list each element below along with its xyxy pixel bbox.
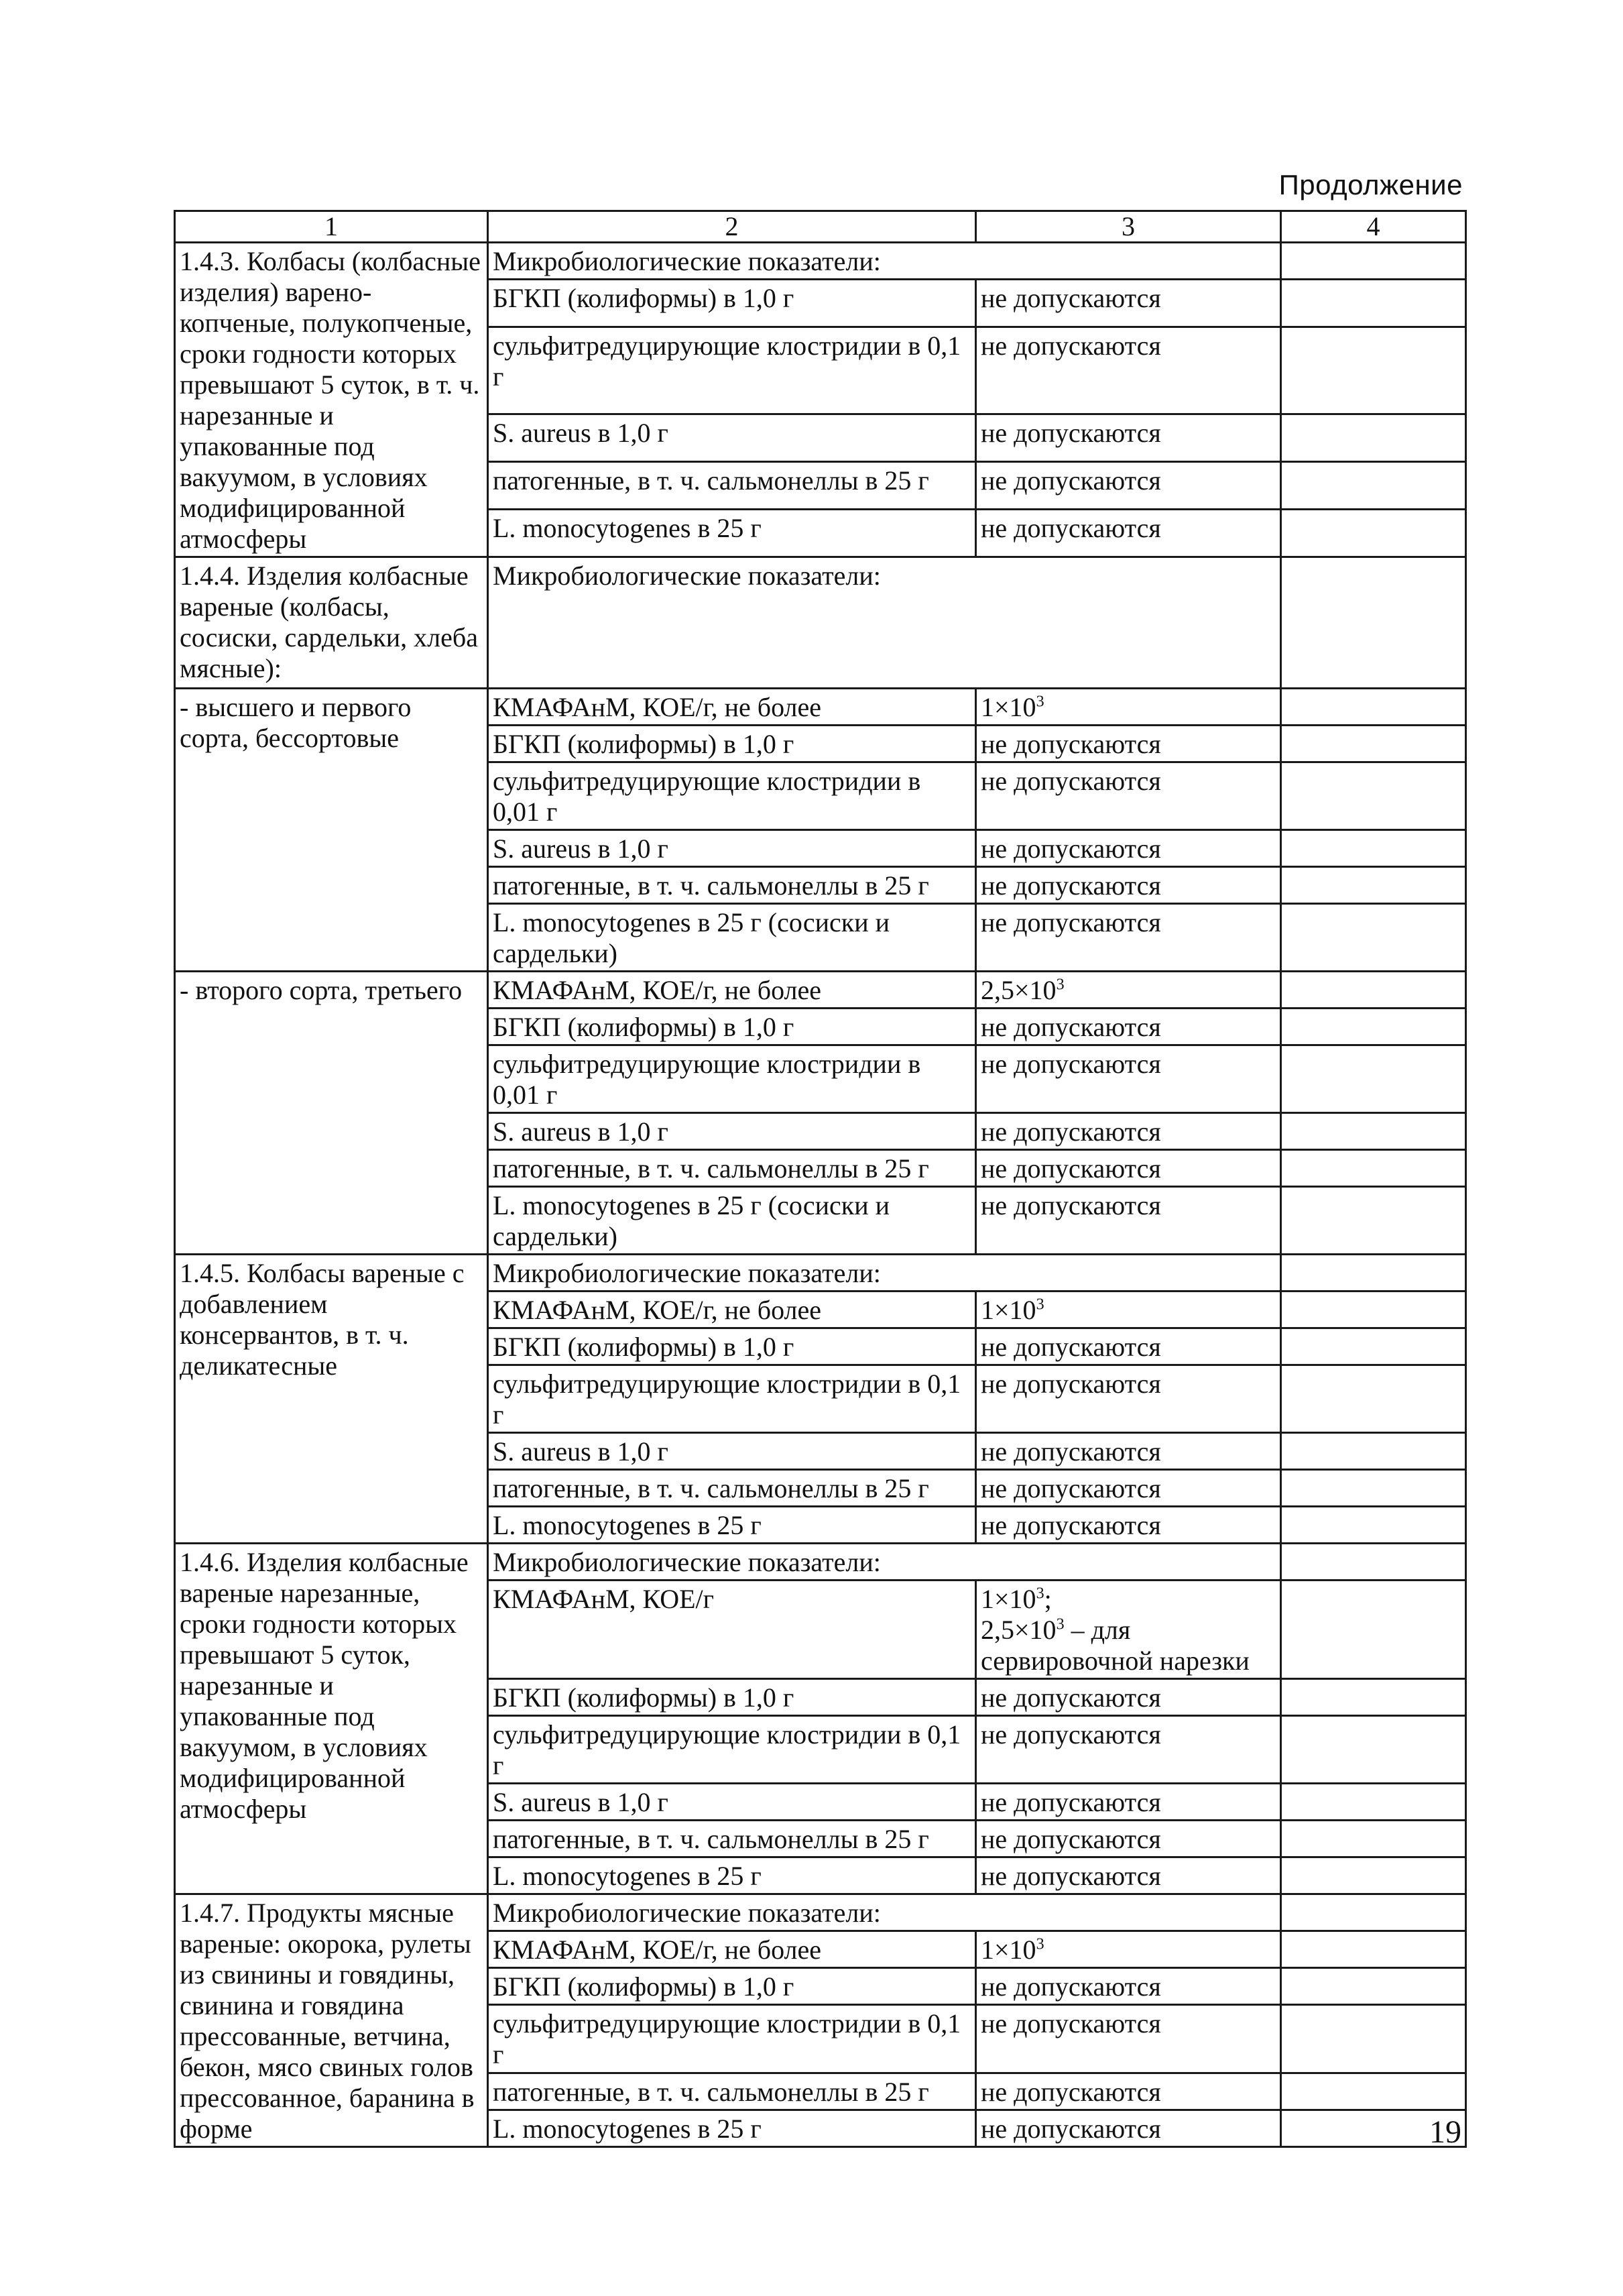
value-text: не допускаются (981, 1787, 1161, 1817)
indicator-row (175, 689, 1466, 726)
indicator-cell: L. monocytogenes в 25 г (сосиски и сардельки) (488, 1187, 976, 1255)
column-number-1: 1 (175, 211, 488, 243)
value-text: 2,5×10 (981, 975, 1057, 1005)
column-numbers-row (175, 211, 1466, 243)
notes-cell (1281, 1544, 1466, 1581)
value-cell (976, 1679, 1281, 1716)
notes-cell (1281, 1857, 1466, 1894)
value-cell (976, 1968, 1281, 2005)
value-cell (976, 2073, 1281, 2110)
value-text: не допускаются (981, 465, 1161, 496)
value-cell (976, 867, 1281, 904)
notes-cell (1281, 1931, 1466, 1968)
value-text: не допускаются (981, 907, 1161, 937)
indicator-cell: патогенные, в т. ч. сальмонеллы в 25 г (488, 867, 976, 904)
notes-cell (1281, 327, 1466, 414)
indicator-cell: патогенные, в т. ч. сальмонеллы в 25 г (488, 1470, 976, 1507)
section-header-row (175, 1255, 1466, 1292)
indicator-cell: S. aureus в 1,0 г (488, 414, 976, 462)
value-text: не допускаются (981, 2113, 1161, 2144)
value-cell (976, 1784, 1281, 1821)
indicator-cell: БГКП (колиформы) в 1,0 г (488, 1968, 976, 2005)
section-header-cell: Микробиологические показатели: (488, 1255, 1281, 1292)
value-tail-2: – для сервировочной нарезки (981, 1615, 1250, 1676)
value-exponent-2: 3 (1056, 1615, 1065, 1633)
value-cell (976, 830, 1281, 867)
value-cell (976, 1433, 1281, 1470)
section-header-row (175, 243, 1466, 280)
indicator-cell: сульфитредуцирующие клостридии в 0,1 г (488, 327, 976, 414)
value-cell (976, 1821, 1281, 1857)
value-cell (976, 414, 1281, 462)
value-text: не допускаются (981, 1824, 1161, 1854)
indicator-cell: БГКП (колиформы) в 1,0 г (488, 280, 976, 327)
microbiology-table (174, 210, 1467, 2148)
value-text: не допускаются (981, 1510, 1161, 1540)
value-cell (976, 327, 1281, 414)
indicator-cell: БГКП (колиформы) в 1,0 г (488, 1679, 976, 1716)
notes-cell (1281, 1150, 1466, 1187)
product-name-cell: - высшего и первого сорта, бессортовые (175, 689, 488, 972)
value-text: не допускаются (981, 1719, 1161, 1749)
value-text: не допускаются (981, 1332, 1161, 1362)
continuation-label: Продолжение (1278, 169, 1463, 200)
indicator-cell: сульфитредуцирующие клостридии в 0,01 г (488, 1045, 976, 1113)
value-cell (976, 510, 1281, 557)
section-header-row (175, 1894, 1466, 1931)
value-exponent: 3 (1036, 1296, 1044, 1314)
notes-cell (1281, 1292, 1466, 1328)
notes-cell (1281, 1507, 1466, 1544)
value-cell (976, 1931, 1281, 1968)
value-text: не допускаются (981, 283, 1161, 313)
value-text: не допускаются (981, 1153, 1161, 1184)
indicator-cell: патогенные, в т. ч. сальмонеллы в 25 г (488, 462, 976, 510)
notes-cell (1281, 280, 1466, 327)
product-name-cell: 1.4.3. Колбасы (колбасные изделия) варено-копченые, полукопченые, сроки годности которых превышают 5 суток, в т. ч. нарезанные и упакованные под вакуумом, в условиях модифицированной атмосферы (175, 243, 488, 557)
indicator-cell: БГКП (колиформы) в 1,0 г (488, 726, 976, 762)
value-text: не допускаются (981, 418, 1161, 449)
notes-cell (1281, 1470, 1466, 1507)
section-header-cell: Микробиологические показатели: (488, 1544, 1281, 1581)
notes-cell (1281, 830, 1466, 867)
notes-cell (1281, 2073, 1466, 2110)
column-number-2: 2 (488, 211, 976, 243)
value-text: 1×10 (981, 1295, 1036, 1325)
indicator-cell: сульфитредуцирующие клостридии в 0,1 г (488, 1365, 976, 1433)
value-text: не допускаются (981, 870, 1161, 901)
column-number-4: 4 (1281, 211, 1466, 243)
value-cell (976, 462, 1281, 510)
value-cell (976, 1581, 1281, 1679)
notes-cell (1281, 1784, 1466, 1821)
product-name-cell: 1.4.7. Продукты мясные вареные: окорока, рулеты из свинины и говядины, свинина и говядина прессованные, ветчина, бекон, мясо свиных голов прессованное, баранина в форме (175, 1894, 488, 2147)
indicator-cell: сульфитредуцирующие клостридии в 0,1 г (488, 1716, 976, 1784)
notes-cell (1281, 1894, 1466, 1931)
value-exponent: 3 (1036, 1935, 1044, 1953)
notes-cell (1281, 904, 1466, 972)
value-text: не допускаются (981, 1049, 1161, 1079)
value-text: не допускаются (981, 1473, 1161, 1503)
notes-cell (1281, 557, 1466, 689)
value-cell (976, 2005, 1281, 2073)
value-cell (976, 904, 1281, 972)
value-exponent: 3 (1036, 1585, 1044, 1603)
indicator-cell: патогенные, в т. ч. сальмонеллы в 25 г (488, 1821, 976, 1857)
value-cell (976, 1150, 1281, 1187)
notes-cell (1281, 1821, 1466, 1857)
section-header-cell: Микробиологические показатели: (488, 557, 1281, 689)
value-cell (976, 1113, 1281, 1150)
section-header-row (175, 1544, 1466, 1581)
notes-cell (1281, 689, 1466, 726)
section-header-cell: Микробиологические показатели: (488, 243, 1281, 280)
notes-cell (1281, 2005, 1466, 2073)
value-cell (976, 1857, 1281, 1894)
notes-cell (1281, 1255, 1466, 1292)
notes-cell (1281, 1679, 1466, 1716)
value-text: не допускаются (981, 2076, 1161, 2107)
indicator-cell: L. monocytogenes в 25 г (488, 510, 976, 557)
value-cell (976, 1470, 1281, 1507)
value-cell (976, 1187, 1281, 1255)
value-cell (976, 2110, 1281, 2146)
column-number-3: 3 (976, 211, 1281, 243)
notes-cell (1281, 726, 1466, 762)
section-header-row (175, 557, 1466, 689)
indicator-cell: сульфитредуцирующие клостридии в 0,01 г (488, 762, 976, 830)
product-name-cell: 1.4.5. Колбасы вареные с добавлением консервантов, в т. ч. деликатесные (175, 1255, 488, 1544)
indicator-cell: БГКП (колиформы) в 1,0 г (488, 1328, 976, 1365)
indicator-cell: БГКП (колиформы) в 1,0 г (488, 1009, 976, 1045)
value-text: не допускаются (981, 729, 1161, 759)
page-number: 19 (1429, 2114, 1461, 2150)
value-cell (976, 1009, 1281, 1045)
notes-cell (1281, 1113, 1466, 1150)
value-cell (976, 1507, 1281, 1544)
value-cell (976, 1716, 1281, 1784)
notes-cell (1281, 762, 1466, 830)
indicator-cell: S. aureus в 1,0 г (488, 830, 976, 867)
notes-cell (1281, 462, 1466, 510)
value-cell (976, 689, 1281, 726)
product-name-cell: 1.4.4. Изделия колбасные вареные (колбасы, сосиски, сардельки, хлеба мясные): (175, 557, 488, 689)
value-text: не допускаются (981, 1971, 1161, 2002)
value-text-2: 2,5×10 (981, 1615, 1057, 1645)
indicator-row (175, 972, 1466, 1009)
value-cell (976, 726, 1281, 762)
value-tail: ; (1044, 1584, 1052, 1614)
value-text: не допускаются (981, 1012, 1161, 1042)
notes-cell (1281, 1581, 1466, 1679)
value-cell (976, 1365, 1281, 1433)
table-body (175, 211, 1466, 2147)
value-cell (976, 1292, 1281, 1328)
value-text: не допускаются (981, 766, 1161, 796)
indicator-cell: L. monocytogenes в 25 г (488, 2110, 976, 2146)
value-text: не допускаются (981, 513, 1161, 544)
indicator-cell: КМАФАнМ, КОЕ/г, не более (488, 1931, 976, 1968)
value-cell (976, 280, 1281, 327)
indicator-cell: КМАФАнМ, КОЕ/г (488, 1581, 976, 1679)
notes-cell (1281, 867, 1466, 904)
value-text: не допускаются (981, 1682, 1161, 1713)
indicator-cell: КМАФАнМ, КОЕ/г, не более (488, 1292, 976, 1328)
indicator-cell: патогенные, в т. ч. сальмонеллы в 25 г (488, 1150, 976, 1187)
value-exponent: 3 (1036, 693, 1044, 711)
indicator-cell: КМАФАнМ, КОЕ/г, не более (488, 972, 976, 1009)
product-name-cell: 1.4.6. Изделия колбасные вареные нарезанные, сроки годности которых превышают 5 суток, нарезанные и упакованные под вакуумом, в условиях модифицированной атмосферы (175, 1544, 488, 1894)
notes-cell (1281, 972, 1466, 1009)
notes-cell (1281, 243, 1466, 280)
notes-cell (1281, 510, 1466, 557)
indicator-cell: КМАФАнМ, КОЕ/г, не более (488, 689, 976, 726)
value-cell (976, 1328, 1281, 1365)
notes-cell (1281, 1716, 1466, 1784)
value-text: не допускаются (981, 1436, 1161, 1467)
value-text: 1×10 (981, 1584, 1036, 1614)
value-text: 1×10 (981, 692, 1036, 722)
value-text: не допускаются (981, 1116, 1161, 1147)
notes-cell (1281, 1365, 1466, 1433)
value-text: не допускаются (981, 1190, 1161, 1220)
indicator-cell: S. aureus в 1,0 г (488, 1433, 976, 1470)
section-header-cell: Микробиологические показатели: (488, 1894, 1281, 1931)
notes-cell (1281, 1187, 1466, 1255)
indicator-cell: патогенные, в т. ч. сальмонеллы в 25 г (488, 2073, 976, 2110)
product-name-cell: - второго сорта, третьего (175, 972, 488, 1255)
notes-cell (1281, 1433, 1466, 1470)
indicator-cell: L. monocytogenes в 25 г (488, 1857, 976, 1894)
value-text: не допускаются (981, 2008, 1161, 2039)
notes-cell (1281, 1328, 1466, 1365)
notes-cell (1281, 1009, 1466, 1045)
indicator-cell: сульфитредуцирующие клостридии в 0,1 г (488, 2005, 976, 2073)
value-text: не допускаются (981, 1369, 1161, 1399)
value-text: не допускаются (981, 834, 1161, 864)
notes-cell (1281, 414, 1466, 462)
indicator-cell: L. monocytogenes в 25 г (488, 1507, 976, 1544)
value-cell (976, 762, 1281, 830)
value-cell (976, 972, 1281, 1009)
value-cell (976, 1045, 1281, 1113)
value-text: не допускаются (981, 1861, 1161, 1891)
value-text: не допускаются (981, 330, 1161, 361)
notes-cell (1281, 1045, 1466, 1113)
indicator-cell: S. aureus в 1,0 г (488, 1784, 976, 1821)
indicator-cell: S. aureus в 1,0 г (488, 1113, 976, 1150)
value-text: 1×10 (981, 1935, 1036, 1965)
indicator-cell: L. monocytogenes в 25 г (сосиски и сардельки) (488, 904, 976, 972)
notes-cell (1281, 1968, 1466, 2005)
value-exponent: 3 (1056, 976, 1065, 994)
